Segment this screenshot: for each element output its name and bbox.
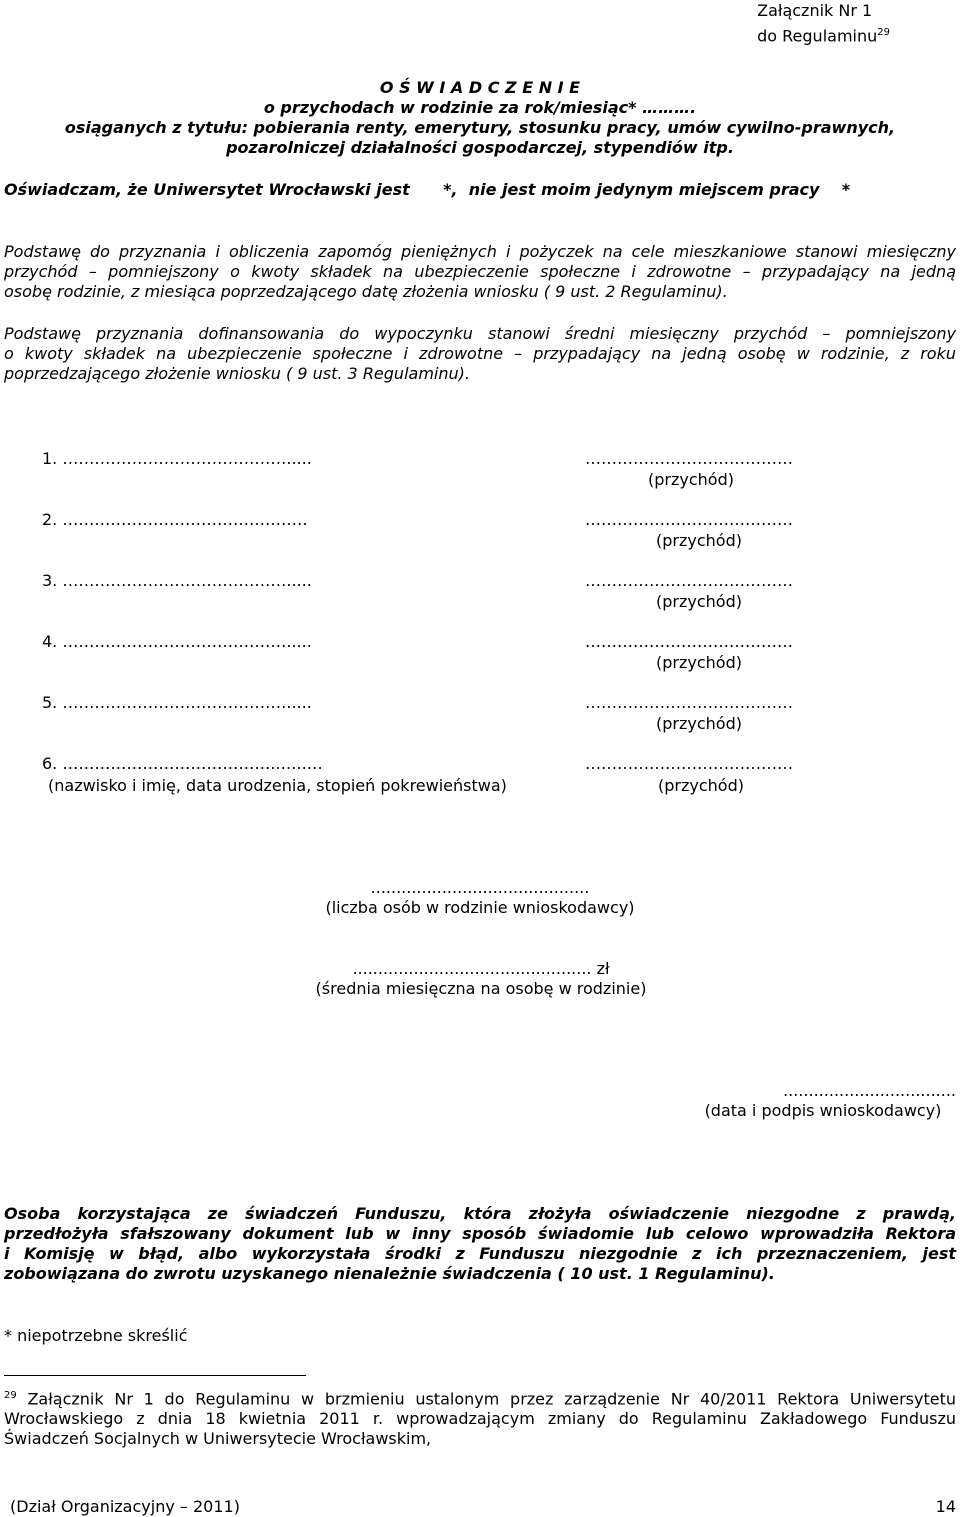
legal-warning-line3: i Komisję w błąd, albo wykorzystała środki z Funduszu niezgodnie z ich przeznaczeniem, jest	[4, 1244, 956, 1263]
entry-4-income[interactable]: …………………………………	[585, 632, 793, 651]
footnote-line1	[4, 1386, 956, 1409]
paragraph-vacation-line1: Podstawę przyznania dofinansowania do wypoczynku stanowi średni miesięczny przychód – pomniejszony	[4, 324, 956, 343]
attachment-line1: Załącznik Nr 1	[757, 1, 873, 20]
entry-5-income[interactable]: …………………………………	[585, 693, 793, 712]
footnote-line2: Wrocławskiego z dnia 18 kwietnia 2011 r. wprowadzającym zmiany do Regulaminu Zakładowego Funduszu	[4, 1409, 956, 1429]
entry-6-name[interactable]: 6. …………………………………..…..…	[42, 754, 323, 773]
legal-warning-line4: zobowiązana do zwrotu uzyskanego nienależnie świadczenia ( 10 ust. 1 Regulaminu).	[4, 1264, 775, 1283]
entry-3-name[interactable]: 3. …………………………………….....	[42, 571, 312, 590]
entry-2-income[interactable]: …………………………………	[585, 510, 793, 529]
average-income-block	[300, 959, 662, 999]
signature-label: (data i podpis wnioskodawcy)	[704, 1101, 942, 1120]
entry-3-income[interactable]: …………………………………	[585, 571, 793, 590]
paragraph-loans-line1: Podstawę do przyznania i obliczenia zapomóg pieniężnych i pożyczek na cele mieszkaniowe stanowi miesięczny	[4, 242, 956, 261]
entry-2-name[interactable]: 2. ……………………………………….	[42, 510, 308, 529]
title-line4: pozarolniczej działalności gospodarczej, stypendiów itp.	[226, 138, 734, 157]
page-number: 14	[935, 1497, 956, 1516]
paragraph-loans	[4, 242, 956, 302]
entry-2-income-label: (przychód)	[656, 531, 742, 550]
legal-warning-line2: przedłożyła sfałszowany dokument lub w inny sposób świadomie lub celowo wprowadziła Rektora	[4, 1224, 956, 1243]
entry-5-income-label: (przychód)	[656, 714, 742, 733]
footnote-line1-text: Załącznik Nr 1 do Regulaminu w brzmieniu ustalonym przez zarządzenie Nr 40/2011 Rektora Uniwersytetu	[16, 1389, 956, 1409]
entry-3-income-label: (przychód)	[656, 592, 742, 611]
entries-caption: (nazwisko i imię, data urodzenia, stopień pokrewieństwa)	[48, 776, 507, 795]
footnote-ref: 29	[877, 27, 890, 38]
family-count-label: (liczba osób w rodzinie wnioskodawcy)	[325, 898, 635, 917]
entry-5-name[interactable]: 5. …………………………………….....	[42, 693, 312, 712]
footnote-number: 29	[4, 1390, 17, 1401]
paragraph-vacation-line3: poprzedzającego złożenie wniosku ( 9 ust. 3 Regulaminu).	[4, 364, 470, 383]
entry-1-income-label: (przychód)	[648, 470, 734, 489]
average-income-label: (średnia miesięczna na osobę w rodzinie)	[315, 979, 647, 998]
attachment-header	[757, 0, 890, 47]
paragraph-loans-line3: osobę rodzinie, z miesiąca poprzedzającego datę złożenia wniosku ( 9 ust. 2 Regulaminu).	[4, 282, 728, 301]
signature-field[interactable]: ..................................	[783, 1081, 956, 1100]
legal-warning-line1: Osoba korzystająca ze świadczeń Funduszu, która złożyła oświadczenie niezgodne z prawdą,	[4, 1204, 956, 1223]
family-count-field[interactable]: ...........................................	[370, 878, 590, 897]
title-line2: o przychodach w rodzinie za rok/miesiąc* ……….	[263, 98, 697, 117]
document-title	[0, 78, 960, 158]
entry-4-name[interactable]: 4. …………………………………….....	[42, 632, 312, 651]
family-count-block	[310, 878, 650, 918]
paragraph-vacation-line2: o kwoty składek na ubezpieczenie społeczne i zdrowotne – przypadający na jedną osobę w rodzinie, z roku	[4, 344, 956, 363]
entry-1-name[interactable]: 1. …………………………………….....	[42, 449, 312, 468]
strike-note: * niepotrzebne skreślić	[4, 1326, 188, 1345]
average-income-field[interactable]: ............................................... zł	[352, 959, 610, 978]
footnote-divider	[4, 1375, 306, 1376]
attachment-line2-text: do Regulaminu	[757, 26, 878, 46]
entry-4-income-label: (przychód)	[656, 653, 742, 672]
signature-block	[690, 1081, 956, 1121]
footnote-line3: Świadczeń Socjalnych w Uniwersytecie Wrocławskim,	[4, 1429, 432, 1449]
title-line3: osiąganych z tytułu: pobierania renty, emerytury, stosunku pracy, umów cywilno-prawnych,	[64, 118, 896, 137]
paragraph-loans-line2: przychód – pomniejszony o kwoty składek na ubezpieczenie społeczne i zdrowotne – przypadający na jedną	[4, 262, 956, 281]
attachment-line2	[757, 22, 890, 47]
footnote	[4, 1386, 956, 1449]
declaration-line: Oświadczam, że Uniwersytet Wrocławski jest *, nie jest moim jedynym miejscem pracy *	[4, 180, 851, 199]
footer-department: (Dział Organizacyjny – 2011)	[10, 1497, 240, 1516]
title-heading: O Ś W I A D C Z E N I E	[379, 78, 581, 97]
entry-6-income-label: (przychód)	[658, 776, 744, 795]
entry-6-income[interactable]: …………………………………	[585, 754, 793, 773]
paragraph-vacation	[4, 324, 956, 384]
legal-warning	[4, 1204, 956, 1284]
entry-1-income[interactable]: …………………………………	[585, 449, 793, 468]
